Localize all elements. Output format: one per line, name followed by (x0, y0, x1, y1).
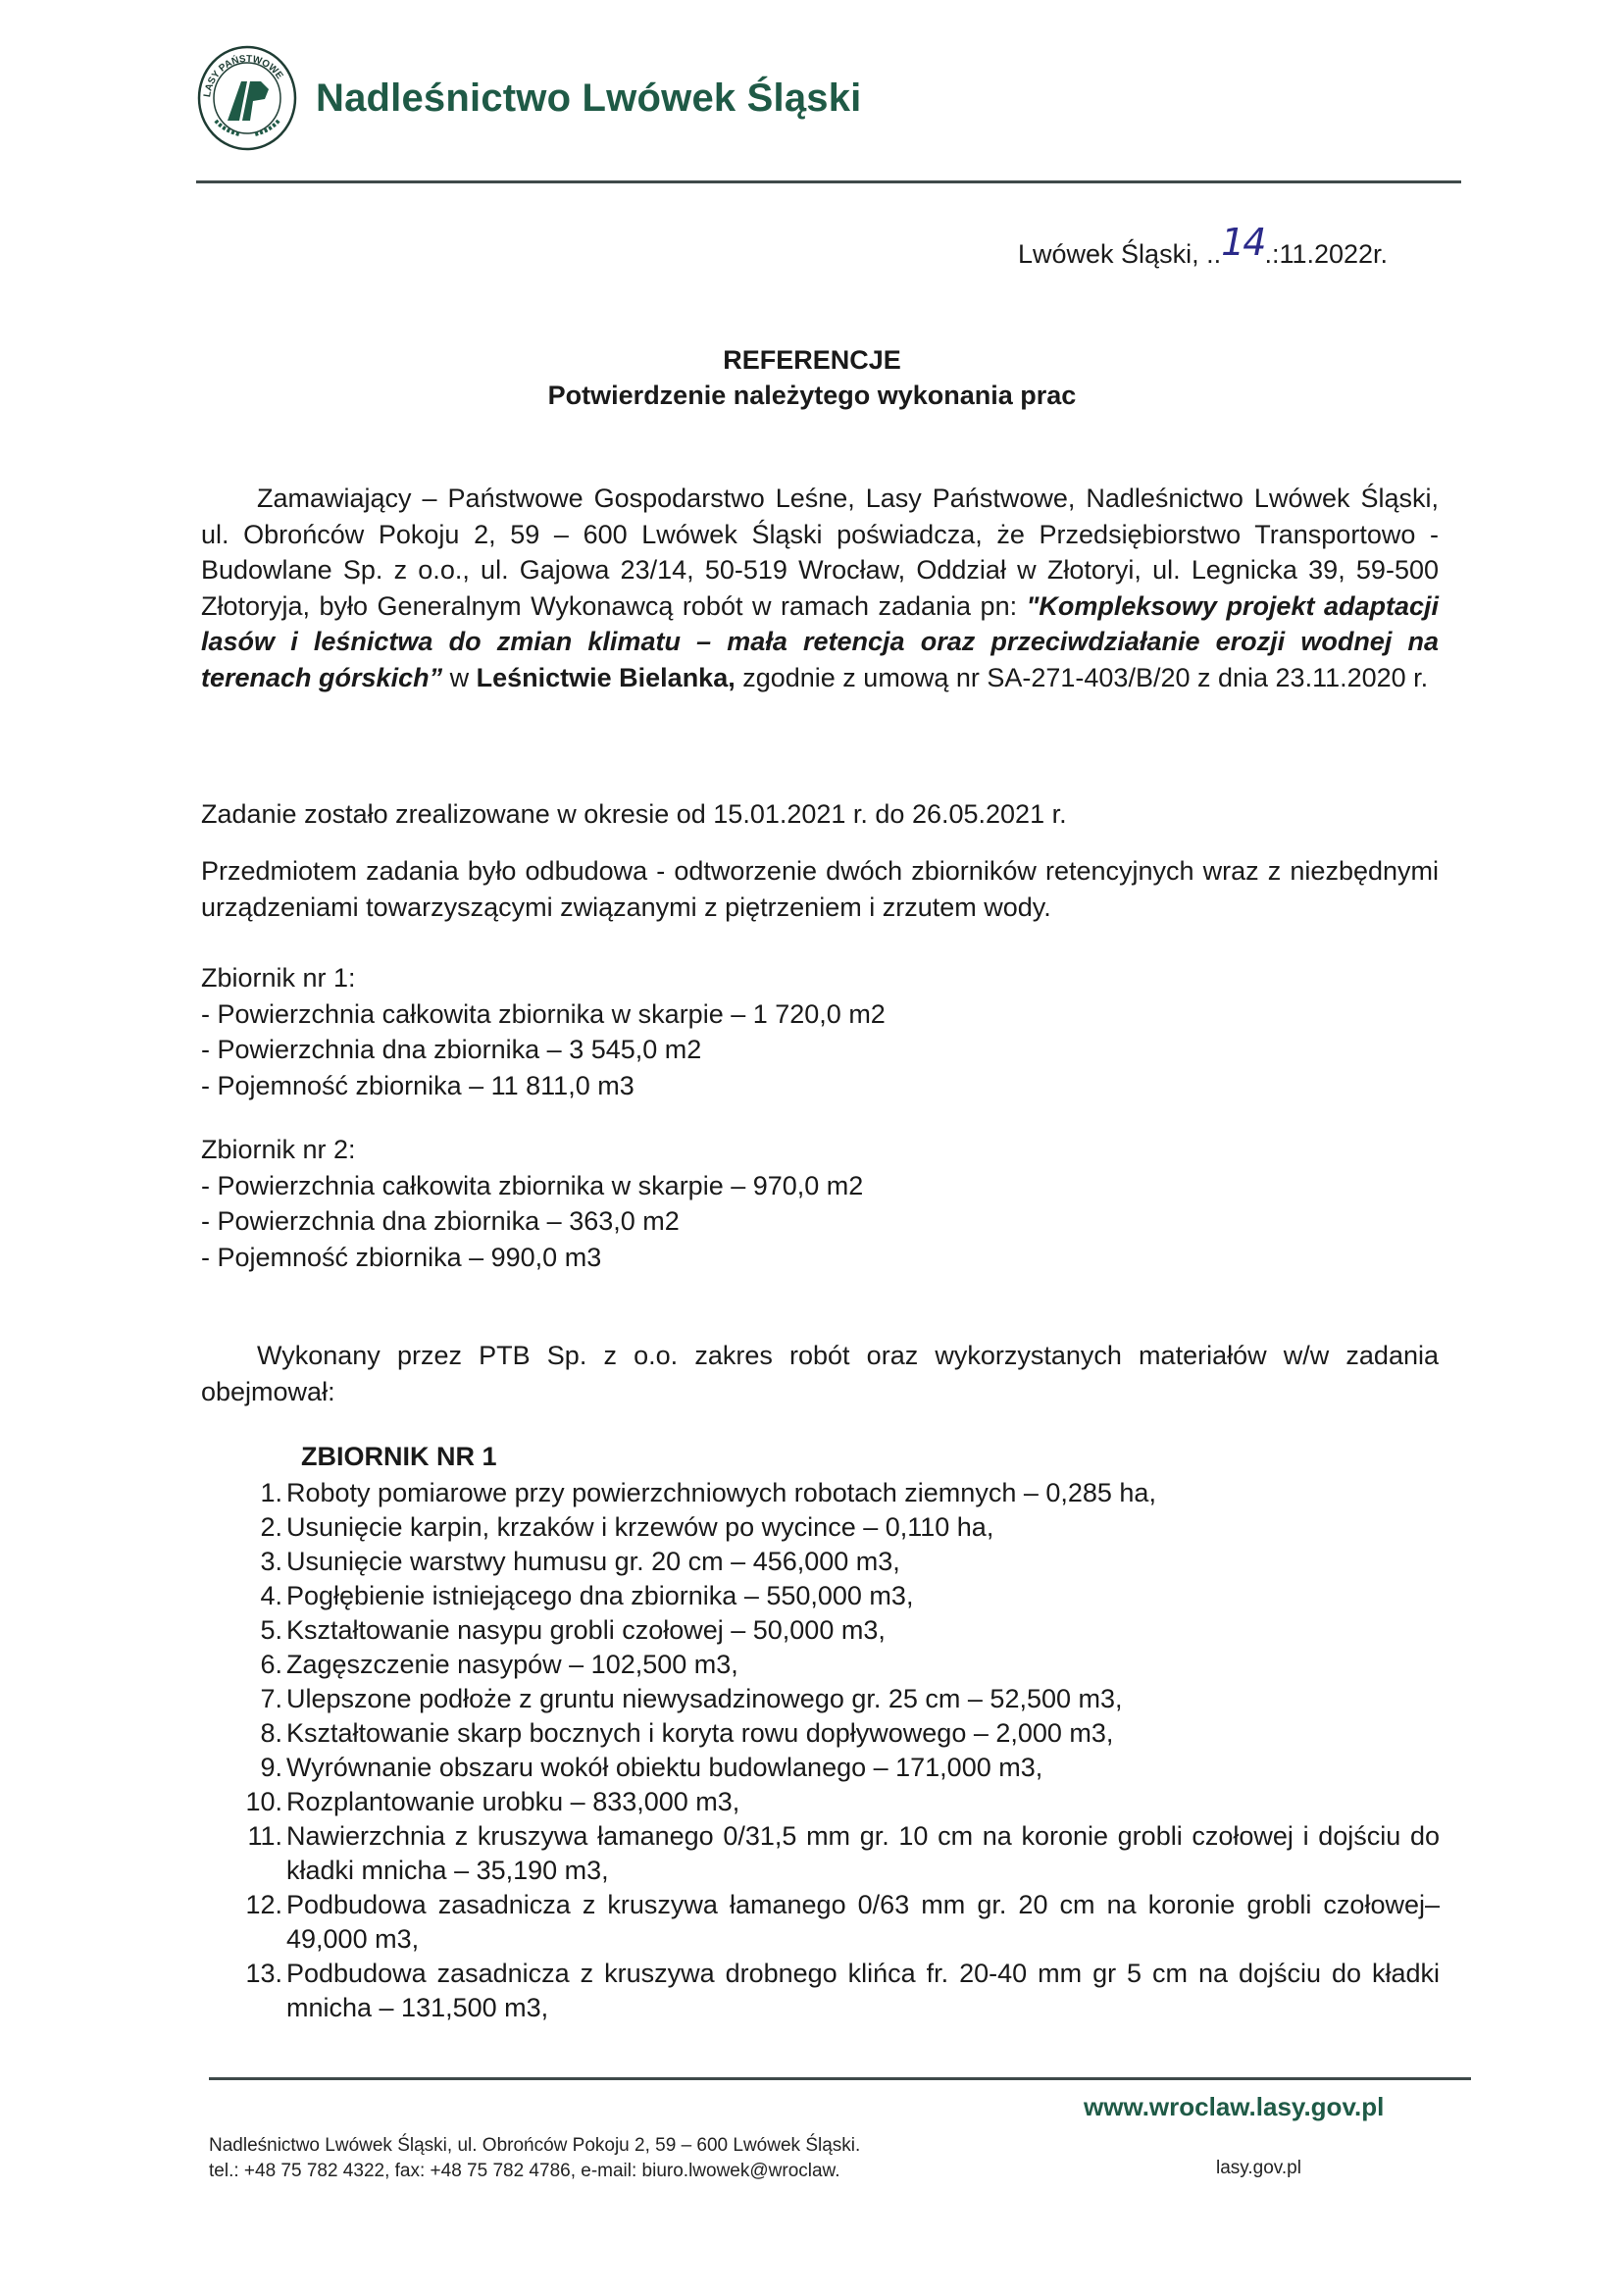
list-item (233, 1579, 1440, 1613)
footer-address (209, 2133, 860, 2184)
reservoir-spec: - Pojemność zbiornika – 990,0 m3 (201, 1242, 602, 1272)
document-date (1018, 221, 1389, 272)
document-title: REFERENCJE (723, 345, 901, 375)
item-number: 5. (260, 1615, 282, 1645)
item-number: 7. (260, 1684, 282, 1713)
reservoir-label: Zbiornik nr 2: (201, 1135, 356, 1164)
intro-paragraph (201, 481, 1439, 695)
works-list (233, 1476, 1440, 2025)
item-text: Kształtowanie skarp bocznych i koryta rowu dopływowego – 2,000 m3, (286, 1718, 1114, 1748)
list-item (233, 1751, 1440, 1785)
item-text: Podbudowa zasadnicza z kruszywa łamanego 0/63 mm gr. 20 cm na koronie grobli czołowej– 49,000 m3, (286, 1890, 1440, 1954)
website-link[interactable]: www.wroclaw.lasy.gov.pl (1084, 2092, 1385, 2121)
item-number: 11. (247, 1821, 282, 1851)
item-text: Wyrównanie obszaru wokół obiektu budowlanego – 171,000 m3, (286, 1753, 1043, 1782)
reservoir-spec: - Powierzchnia dna zbiornika – 363,0 m2 (201, 1206, 680, 1236)
header-divider (196, 180, 1461, 183)
list-item (233, 1476, 1440, 1510)
section-heading: ZBIORNIK NR 1 (301, 1442, 497, 1471)
scope-intro: Wykonany przez PTB Sp. z o.o. zakres robót oraz wykorzystanych materiałów w/w zadania obejmował: (201, 1341, 1439, 1406)
item-number: 4. (260, 1581, 282, 1610)
item-text: Rozplantowanie urobku – 833,000 m3, (286, 1787, 740, 1816)
reservoir-1-specs (201, 960, 1439, 1103)
list-item (233, 1819, 1440, 1888)
reservoir-spec: - Pojemność zbiornika – 11 811,0 m3 (201, 1070, 634, 1100)
reservoir-spec: - Powierzchnia dna zbiornika – 3 545,0 m2 (201, 1035, 702, 1064)
list-item (233, 1716, 1440, 1751)
intro-text: Zamawiający – Państwowe Gospodarstwo Leśne, Lasy Państwowe, Nadleśnictwo Lwówek Śląski, ul. Obrońców Pokoju 2, 59 – 600 Lwówek Śląski poświadcza, że Przedsiębiorstwo Transportowo - Budowlane Sp. z o.o., ul. Gajowa 23/14, 50-519 Wrocław, Oddział w Złotoryi, ul. Legnicka 39, 59-500 Złotoryja, było Generalnym Wykonawcą robót w ramach zadania pn: (201, 484, 1439, 621)
document-subtitle: Potwierdzenie należytego wykonania prac (547, 381, 1077, 410)
item-number: 6. (260, 1650, 282, 1679)
item-number: 13. (245, 1959, 282, 1988)
footer-divider (209, 2077, 1471, 2080)
list-item (233, 1613, 1440, 1648)
period-text: Zadanie zostało zrealizowane w okresie od 15.01.2021 r. do 26.05.2021 r. (201, 799, 1067, 829)
list-item (233, 1510, 1440, 1545)
list-item (233, 1785, 1440, 1819)
lasy-panstwowe-logo-icon (196, 44, 298, 152)
item-number: 2. (260, 1512, 282, 1542)
item-number: 10. (245, 1787, 282, 1816)
item-number: 12. (245, 1890, 282, 1919)
item-text: Roboty pomiarowe przy powierzchniowych robotach ziemnych – 0,285 ha, (286, 1478, 1156, 1507)
task-name: "Kompleksowy projekt adaptacji lasów i leśnictwa do zmian klimatu – mała retencja oraz przeciwdziałanie erozji wodnej na terenach górskich” (201, 590, 1439, 692)
item-number: 8. (260, 1718, 282, 1748)
date-place: Lwówek Śląski, .. (1018, 239, 1222, 269)
item-text: Usunięcie karpin, krzaków i krzewów po wycince – 0,110 ha, (286, 1512, 994, 1542)
list-item (233, 1545, 1440, 1579)
handwritten-day: 14 (1221, 221, 1265, 264)
item-text: Ulepszone podłoże z gruntu niewysadzinowego gr. 25 cm – 52,500 m3, (286, 1684, 1123, 1713)
list-item (233, 1957, 1440, 2025)
list-item (233, 1888, 1440, 1957)
list-item (233, 1682, 1440, 1716)
subject-paragraph: Przedmiotem zadania było odbudowa - odtworzenie dwóch zbiorników retencyjnych wraz z niezbędnymi urządzeniami towarzyszącymi związanymi z piętrzeniem i zrzutem wody. (201, 856, 1439, 922)
item-text: Usunięcie warstwy humusu gr. 20 cm – 456,000 m3, (286, 1547, 900, 1576)
reservoir-spec: - Powierzchnia całkowita zbiornika w skarpie – 970,0 m2 (201, 1170, 864, 1200)
item-number: 3. (260, 1547, 282, 1576)
contract-text: zgodnie z umową nr SA-271-403/B/20 z dnia 23.11.2020 r. (735, 662, 1429, 692)
organization-name: Nadleśnictwo Lwówek Śląski (316, 76, 862, 120)
svg-text:LASY PAŃSTWOWE: LASY PAŃSTWOWE (202, 53, 285, 98)
email-domain: lasy.gov.pl (1216, 2158, 1301, 2178)
item-text: Podbudowa zasadnicza z kruszywa drobnego klińca fr. 20-40 mm gr 5 cm na dojściu do kładki mnicha – 131,500 m3, (286, 1959, 1440, 2022)
reservoir-spec: - Powierzchnia całkowita zbiornika w skarpie – 1 720,0 m2 (201, 998, 886, 1029)
address-line: Nadleśnictwo Lwówek Śląski, ul. Obrońców Pokoju 2, 59 – 600 Lwówek Śląski. (209, 2135, 861, 2156)
item-number: 1. (260, 1478, 282, 1507)
item-number: 9. (260, 1753, 282, 1782)
reservoir-label: Zbiornik nr 1: (201, 963, 356, 993)
reservoir-2-specs (201, 1132, 1439, 1275)
item-text: Nawierzchnia z kruszywa łamanego 0/31,5 mm gr. 10 cm na koronie grobli czołowej i dojściu do kładki mnicha – 35,190 m3, (286, 1821, 1440, 1885)
item-text: Kształtowanie nasypu grobli czołowej – 50,000 m3, (286, 1615, 886, 1645)
item-text: Pogłębienie istniejącego dna zbiornika – 550,000 m3, (286, 1581, 914, 1610)
item-text: Zagęszczenie nasypów – 102,500 m3, (286, 1650, 738, 1679)
intro-text-connector: w (442, 662, 477, 692)
list-item (233, 1648, 1440, 1682)
forestry-location: Leśnictwie Bielanka, (476, 662, 736, 692)
date-rest: .:11.2022r. (1264, 239, 1389, 269)
contact-line: tel.: +48 75 782 4322, fax: +48 75 782 4786, e-mail: biuro.lwowek@wroclaw. (209, 2161, 840, 2181)
